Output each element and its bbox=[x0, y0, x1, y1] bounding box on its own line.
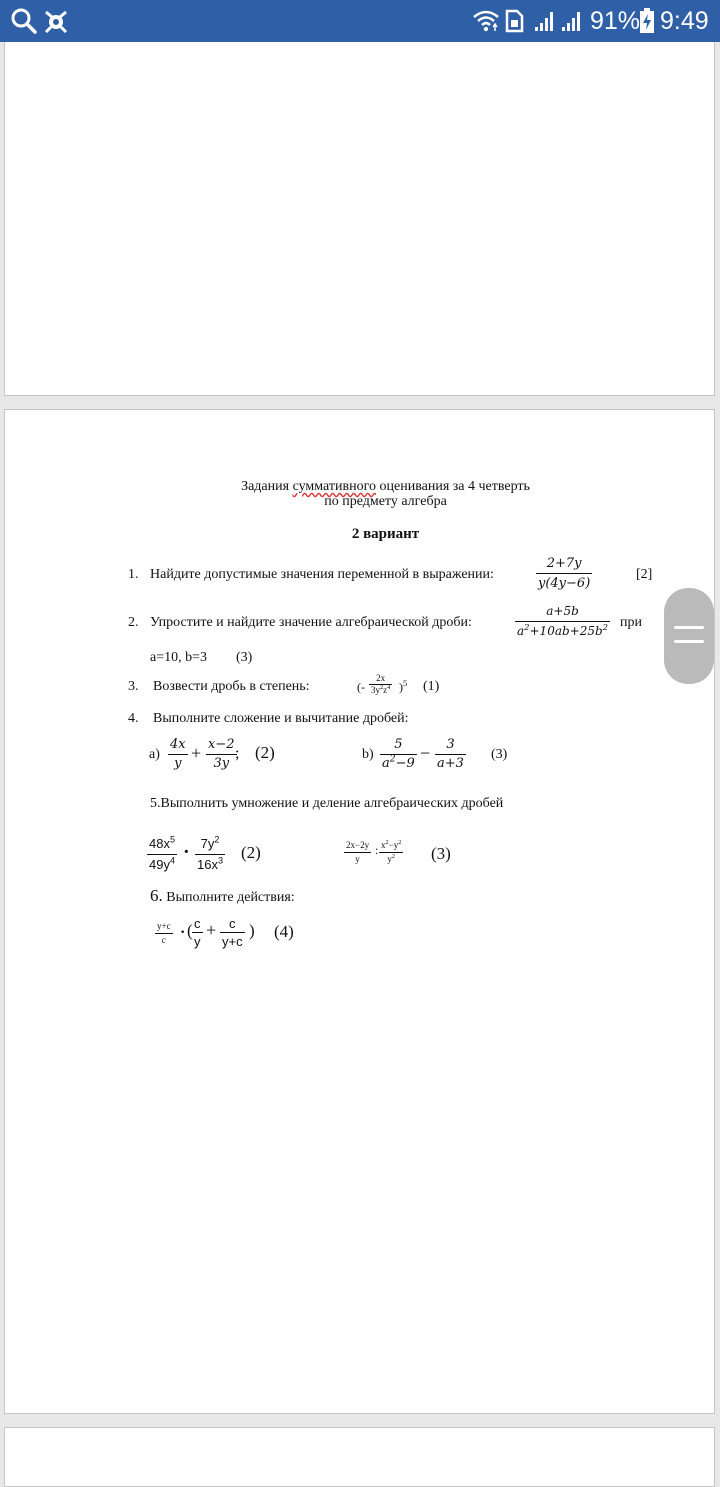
numerator: a+5b bbox=[515, 602, 610, 622]
denominator bbox=[147, 855, 177, 875]
denominator bbox=[369, 685, 392, 696]
operator: · bbox=[183, 841, 190, 863]
exponent: 2 bbox=[214, 834, 220, 845]
num-part: −y bbox=[388, 840, 399, 850]
exponent: 2 bbox=[602, 622, 609, 632]
operator: · bbox=[180, 924, 186, 941]
question-number: 1. bbox=[128, 567, 139, 582]
denominator: 3y bbox=[213, 756, 230, 771]
score: (2) bbox=[241, 843, 261, 862]
denominator: y+c bbox=[222, 934, 243, 949]
exponent: 4 bbox=[387, 684, 391, 691]
operator: + bbox=[191, 743, 202, 763]
exponent: 5 bbox=[403, 679, 408, 688]
numerator: y+c bbox=[155, 920, 173, 934]
operator: + bbox=[206, 920, 217, 940]
variant-heading: 2 вариант bbox=[351, 526, 420, 542]
numerator: 2x bbox=[369, 673, 392, 685]
question-4-text: Выполните сложение и вычитание дробей: bbox=[153, 711, 409, 726]
denominator bbox=[380, 755, 417, 773]
handle-grip-line bbox=[674, 626, 704, 629]
question-number: 4. bbox=[128, 711, 139, 726]
score: [2] bbox=[636, 567, 653, 582]
den-part: 49y bbox=[149, 857, 170, 872]
fraction bbox=[192, 915, 203, 950]
den-part: a bbox=[382, 756, 390, 771]
fraction bbox=[220, 915, 245, 950]
fraction bbox=[536, 554, 592, 593]
num-part: 7y bbox=[200, 836, 215, 851]
numerator bbox=[147, 834, 177, 855]
fraction bbox=[379, 839, 403, 866]
fraction bbox=[195, 834, 225, 875]
denominator: c bbox=[161, 935, 166, 945]
header-text: оценивания за 4 четверть bbox=[376, 479, 530, 494]
exponent: 2 bbox=[391, 853, 396, 860]
part-label: b) bbox=[362, 747, 374, 762]
numerator: c bbox=[220, 915, 245, 933]
fraction bbox=[380, 736, 417, 773]
denominator bbox=[515, 622, 610, 641]
den-part: z bbox=[383, 685, 388, 695]
exponent: 2 bbox=[398, 839, 402, 846]
question-6-text bbox=[150, 888, 295, 906]
den-part: +10ab+25b bbox=[529, 624, 603, 638]
operator: − bbox=[420, 743, 431, 763]
question-2-text: Упростите и найдите значение алгебраической дроби: bbox=[150, 615, 472, 630]
battery-charging-icon bbox=[639, 8, 655, 39]
document-page bbox=[4, 42, 715, 396]
exponent: 3 bbox=[217, 855, 224, 866]
score: (4) bbox=[274, 922, 294, 941]
den-part: 3y bbox=[371, 685, 380, 695]
fraction bbox=[515, 602, 610, 641]
exponent: 2 bbox=[389, 754, 396, 765]
fraction bbox=[369, 673, 392, 696]
denominator: y bbox=[174, 756, 182, 771]
question-number: 6. bbox=[150, 886, 163, 905]
den-part: 16x bbox=[197, 857, 218, 872]
search-icon[interactable] bbox=[10, 7, 38, 40]
document-page bbox=[4, 1427, 715, 1487]
battery-percent: 91% bbox=[590, 7, 641, 35]
score: (3) bbox=[431, 844, 451, 863]
question-1-text: Найдите допустимые значения переменной в выражении: bbox=[150, 567, 494, 582]
denominator: y bbox=[194, 934, 201, 949]
separator: ; bbox=[235, 745, 240, 762]
question-3-text: Возвести дробь в степень: bbox=[153, 679, 310, 694]
document-page bbox=[4, 409, 715, 1414]
score: (2) bbox=[255, 743, 275, 762]
question-2-suffix: при bbox=[620, 615, 642, 630]
handle-grip-line bbox=[674, 640, 704, 643]
part-label: a) bbox=[149, 747, 160, 762]
score: (3) bbox=[236, 650, 253, 665]
signal-icon bbox=[560, 9, 584, 38]
header-text: Задания bbox=[241, 479, 293, 494]
numerator: 4x bbox=[168, 736, 188, 755]
numerator: 5 bbox=[380, 736, 417, 755]
denominator bbox=[195, 855, 225, 875]
den-part: −9 bbox=[395, 756, 415, 771]
denominator bbox=[379, 853, 403, 866]
numerator: 2+7y bbox=[536, 554, 592, 574]
question-number: 2. bbox=[128, 615, 139, 630]
header-subtitle: по предмету алгебра bbox=[324, 494, 447, 509]
exponent: 2 bbox=[385, 839, 389, 846]
denominator: y(4y−6) bbox=[538, 576, 591, 591]
bug-icon bbox=[42, 7, 70, 40]
exponent: 4 bbox=[169, 855, 176, 866]
question-5-text: 5.Выполнить умножение и деление алгебраических дробей bbox=[150, 796, 504, 811]
paren-open: ( bbox=[187, 921, 193, 940]
score: (1) bbox=[423, 679, 440, 694]
exponent: 2 bbox=[524, 622, 530, 632]
fraction bbox=[168, 736, 188, 773]
status-bar bbox=[0, 0, 720, 42]
denominator: y bbox=[355, 854, 360, 864]
num-part: 48x bbox=[149, 836, 170, 851]
operator: : bbox=[375, 843, 379, 857]
question-number: 3. bbox=[128, 679, 139, 694]
fraction bbox=[206, 736, 240, 773]
wifi-icon bbox=[472, 8, 500, 39]
exponent: 2 bbox=[380, 684, 384, 691]
clock: 9:49 bbox=[660, 7, 709, 35]
scroll-handle[interactable] bbox=[664, 588, 714, 684]
header-title bbox=[5, 479, 720, 495]
numerator bbox=[379, 839, 403, 853]
paren-close: ) bbox=[249, 921, 255, 940]
numerator: c bbox=[194, 916, 201, 931]
numerator bbox=[195, 834, 225, 855]
denominator: a+3 bbox=[437, 756, 464, 771]
fraction bbox=[155, 920, 173, 947]
exponent: 5 bbox=[169, 834, 176, 845]
numerator: 3 bbox=[435, 736, 466, 755]
paren-open: (- bbox=[357, 680, 365, 694]
den-part: y bbox=[387, 854, 392, 864]
paren: ) bbox=[399, 680, 403, 694]
fraction bbox=[147, 834, 177, 875]
signal-icon bbox=[533, 9, 557, 38]
den-part: a bbox=[517, 624, 525, 638]
question-text: Выполните действия: bbox=[162, 890, 295, 905]
sim-icon bbox=[504, 9, 524, 38]
fraction bbox=[344, 839, 371, 866]
fraction bbox=[435, 736, 466, 773]
numerator: x−2 bbox=[206, 736, 237, 755]
num-part: x bbox=[381, 840, 386, 850]
misspelled-word: суммативного bbox=[292, 479, 376, 494]
numerator: 2x−2y bbox=[344, 839, 371, 853]
paren-close bbox=[399, 679, 407, 695]
score: (3) bbox=[491, 747, 508, 762]
question-2-values: a=10, b=3 bbox=[150, 650, 208, 665]
